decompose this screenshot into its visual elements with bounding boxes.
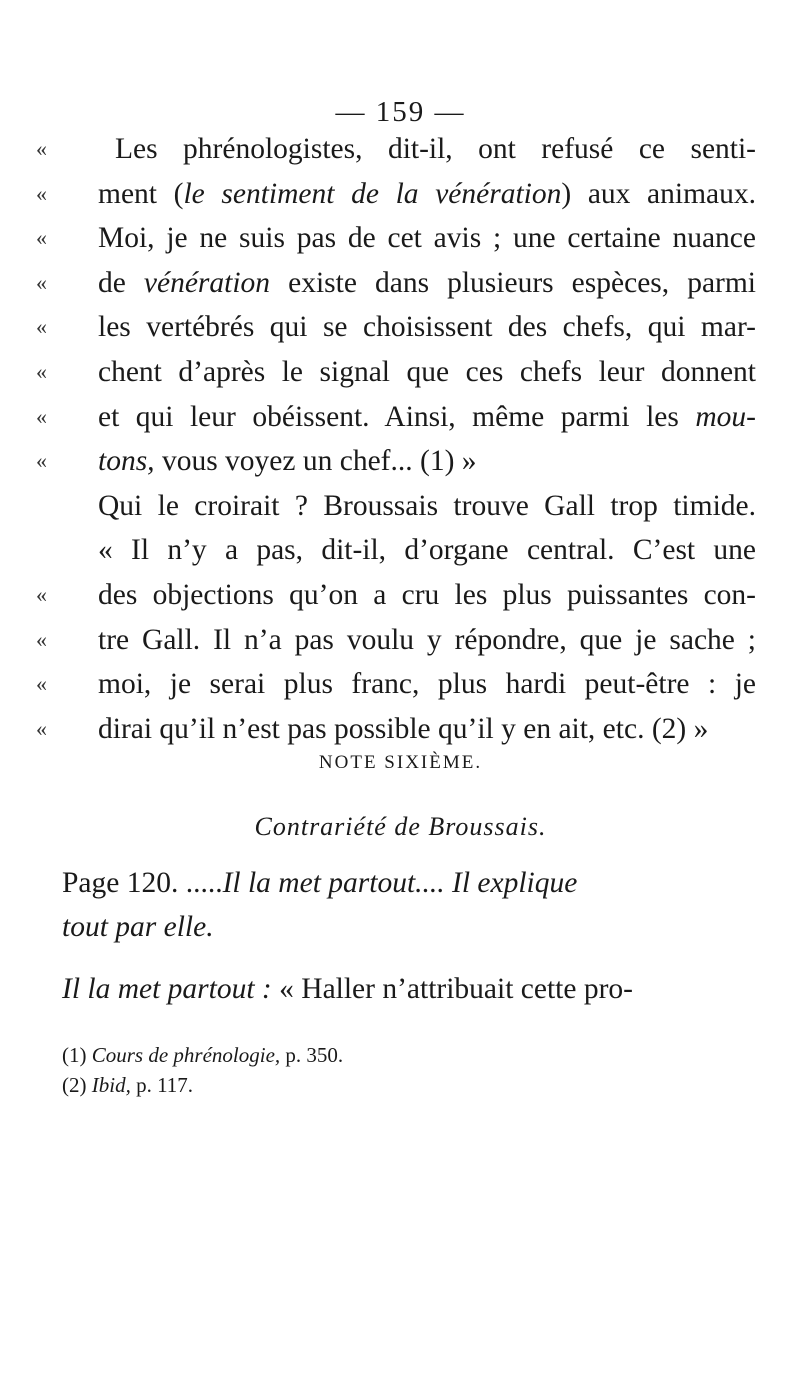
quote-mark: « bbox=[36, 225, 47, 251]
footnote-page: p. 117. bbox=[136, 1073, 194, 1097]
note-heading: NOTE SIXIÈME. bbox=[318, 752, 483, 773]
line-text: tre Gall. Il n’a pas voulu y répondre, que je sache ; bbox=[98, 623, 756, 656]
line-text: tons, vous voyez un chef... (1) » bbox=[98, 445, 477, 478]
quote-italic: tout par elle. bbox=[62, 911, 214, 943]
quote-mark: « bbox=[36, 582, 47, 607]
line-text: et qui leur obéissent. Ainsi, même parmi les mou- bbox=[98, 400, 756, 433]
line-text: des objections qu’on a cru les plus puissantes con- bbox=[98, 579, 756, 611]
text-line bbox=[36, 351, 756, 393]
line-text: Moi, je ne suis pas de cet avis ; une certaine nuance bbox=[98, 222, 756, 255]
text-line bbox=[36, 440, 756, 482]
paragraph-line bbox=[62, 906, 756, 948]
paragraph-line bbox=[62, 968, 756, 1010]
text-line bbox=[36, 708, 756, 750]
quote-mark: « bbox=[36, 136, 47, 161]
line-text: « Il n’y a pas, dit-il, d’organe central. C’est une bbox=[98, 534, 756, 567]
quote-italic: Il la met partout : bbox=[62, 973, 272, 1005]
quote-mark: « bbox=[36, 359, 47, 384]
paragraph-text: « Haller n’attribuait cette pro- bbox=[279, 973, 633, 1005]
text-line bbox=[36, 262, 756, 304]
text-line bbox=[36, 529, 756, 571]
quote-mark: « bbox=[36, 448, 47, 474]
text-line bbox=[36, 306, 756, 348]
line-text: chent d’après le signal que ces chefs leur donnent bbox=[98, 356, 756, 388]
text-line bbox=[36, 128, 756, 170]
line-text: dirai qu’il n’est pas possible qu’il y en ait, etc. (2) » bbox=[98, 712, 709, 745]
footnote-title: Cours de phrénologie, bbox=[91, 1043, 281, 1067]
footnote-number: (2) bbox=[62, 1073, 87, 1097]
quote-mark: « bbox=[36, 715, 47, 741]
text-line bbox=[36, 619, 756, 661]
footnote bbox=[62, 1040, 343, 1070]
text-line bbox=[36, 173, 756, 215]
line-text: Qui le croirait ? Broussais trouve Gall trop timide. bbox=[98, 489, 756, 522]
line-text: Les phrénologistes, dit-il, ont refusé ce senti- bbox=[115, 133, 756, 165]
quote-mark: « bbox=[36, 626, 47, 652]
text-line bbox=[36, 574, 756, 616]
text-line bbox=[36, 663, 756, 705]
footnote-page: p. 350. bbox=[285, 1043, 344, 1067]
text-line bbox=[36, 396, 756, 438]
footnote-number: (1) bbox=[62, 1043, 87, 1067]
text-line bbox=[36, 485, 756, 527]
page-reference: Page 120. ..... bbox=[62, 867, 223, 899]
line-text: de vénération existe dans plusieurs espèces, parmi bbox=[98, 266, 757, 299]
line-text: les vertébrés qui se choisissent des chefs, qui mar- bbox=[98, 311, 756, 344]
footnote bbox=[62, 1070, 193, 1100]
quote-mark: « bbox=[36, 269, 47, 295]
line-text: moi, je serai plus franc, plus hardi peut-être : je bbox=[98, 668, 756, 701]
quote-mark: « bbox=[36, 403, 47, 429]
quote-mark: « bbox=[36, 314, 47, 340]
note-subheading: Contrariété de Broussais. bbox=[254, 812, 547, 841]
quote-mark: « bbox=[36, 671, 47, 697]
quote-italic: Il la met partout.... Il explique bbox=[222, 867, 578, 899]
paragraph-line bbox=[62, 862, 756, 904]
line-text: ment (le sentiment de la vénération) aux animaux. bbox=[98, 177, 757, 210]
footnote-title: Ibid, bbox=[91, 1073, 131, 1097]
quote-mark: « bbox=[36, 180, 47, 206]
page-number: — 159 — bbox=[335, 96, 466, 128]
text-line bbox=[36, 217, 756, 259]
